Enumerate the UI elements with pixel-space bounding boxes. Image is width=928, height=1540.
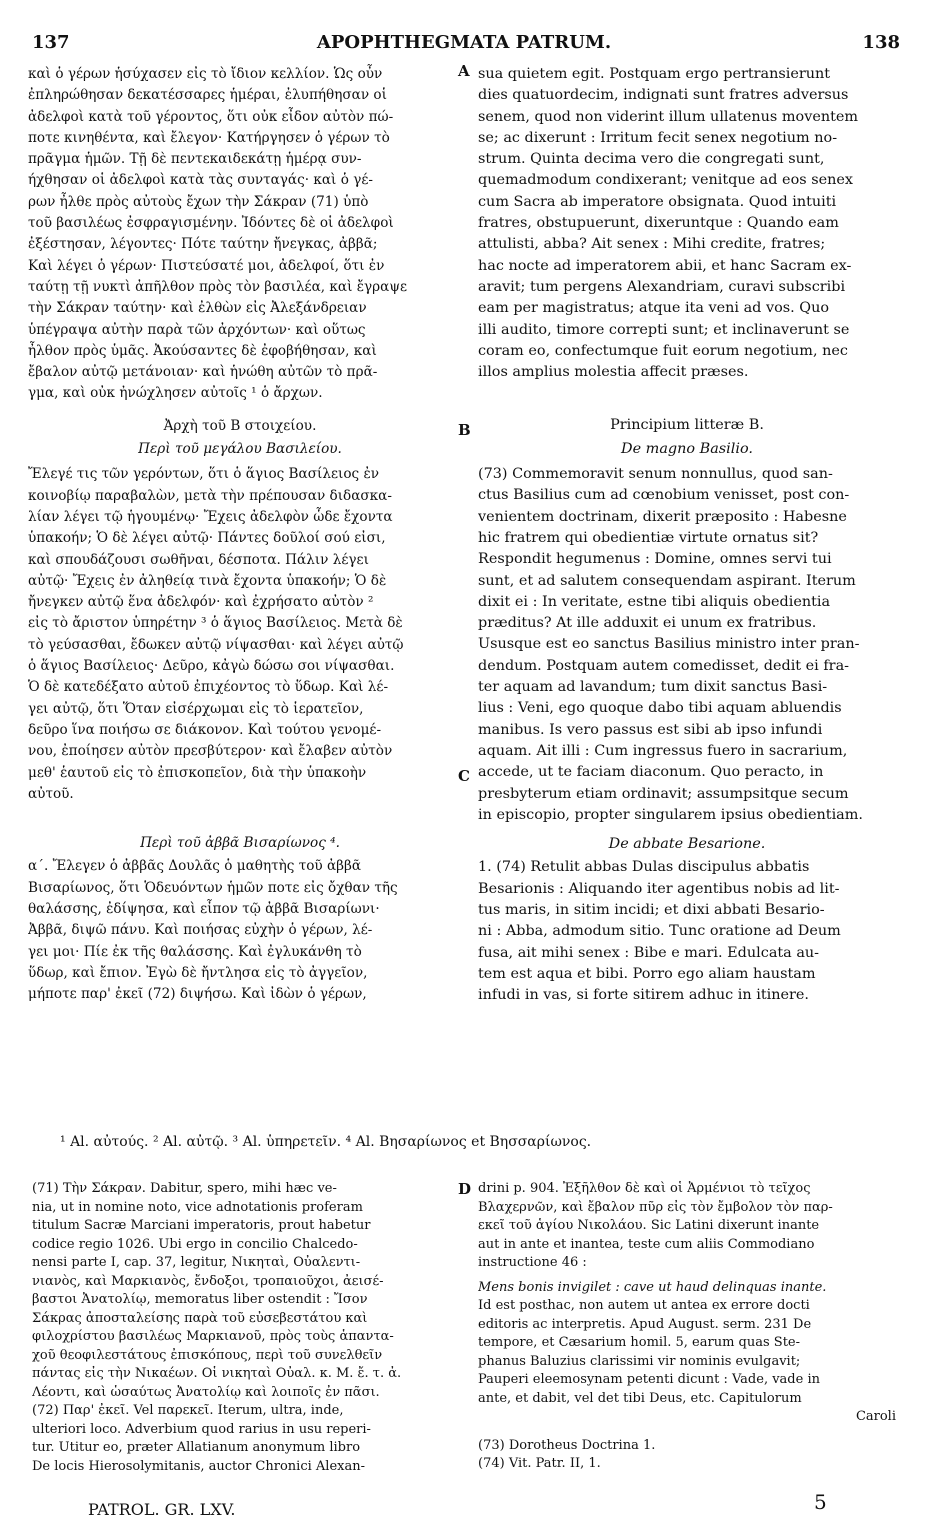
text-line: ποτε κινηθέντα, καὶ ἔλεγον· Κατήργησεν ὁ γέρων τὸ [28,129,390,146]
text-line: eam per magistratus; atque ita veni ad vos. Quo [478,300,830,317]
text-line: in episcopio, propter singularem ipsius obedientiam. [478,806,863,823]
text-line: ἔβαλον αὐτῷ μετάνοιαν· καὶ ἡνώθη αὐτῶν τὸ πρᾶ- [28,364,378,381]
running-title: APOPHTHEGMATA PATRUM. [316,32,612,53]
note-line: φιλοχρίστου βασιλέως Μαρκιανοῦ, πρὸς τοὺς ἁπαντα- [32,1329,394,1344]
text-line: ήχθησαν οἱ ἀδελφοὶ κατὰ τὰς συνταγάς· καὶ ὁ γέ- [28,172,373,189]
text-line: ter aquam ad lavandum; tum dixit sanctus Basi- [478,679,828,696]
notes-right [478,1180,896,1474]
text-line: τοῦ βασιλέως ἐσφραγισμένην. Ἰδόντες δὲ οἱ ἀδελφοὶ [28,215,394,232]
signature-line: PATROL. GR. LXV. [88,1500,236,1519]
text-line: τὸ γεύσασθαι, ἔδωκεν αὐτῷ νίψασθαι· καὶ λέγει αὐτῷ [28,636,404,653]
text-line: γμα, καὶ οὐκ ἠνώχλησεν αὐτοῖς ¹ ὁ ἄρχων. [28,385,323,402]
text-line: hac nocte ad imperatorem abii, et hanc Sacram ex- [478,257,852,274]
section-heading: Principium litteræ B. [610,417,764,434]
note-line: codice regio 1026. Ubi ergo in concilio Chalcedo- [32,1236,358,1252]
text-line: δεῦρο ἵνα ποιήσω σε διάκονον. Καὶ τούτου γενομέ- [28,721,382,738]
text-line: μήποτε παρ' ἐκεῖ (72) διψήσω. Καὶ ἰδὼν ὁ γέρων, [28,986,367,1003]
note-line: tempore, et Cæsarium homil. 5, earum quas Ste- [478,1335,801,1350]
text-line: manibus. Is vero passus est sibi ab ipso infundi [478,721,823,738]
text-line: ctus Basilius cum ad cœnobium venisset, post con- [478,487,850,504]
text-line: ὁ ἅγιος Βασίλειος· Δεῦρο, κἀγὼ δώσω σοι νίψασθαι. [28,658,395,675]
greek-column [28,64,452,1005]
text-line: Καὶ λέγει ὁ γέρων· Πιστεύσατέ μοι, ἀδελφοί, ὅτι ἐν [28,257,385,274]
note-line: εκεῖ τοῦ ἁγίου Νικολάου. Sic Latini dixerunt inante [478,1218,820,1233]
text-line: κοινοβίῳ παραβαλὼν, μετὰ τὴν πρέπουσαν διδασκα- [28,487,392,504]
section-subheading: Περὶ τοῦ μεγάλου Βασιλείου. [138,441,342,458]
text-line: (73) Commemoravit senum nonnullus, quod san- [478,466,833,483]
text-line: νου, ἐποίησεν αὐτὸν πρεσβύτερον· καὶ ἔλαβεν αὐτὸν [28,743,393,760]
text-line: Besarionis : Aliquando iter agentibus nobis ad lit- [478,880,840,897]
text-line: 1. (74) Retulit abbas Dulas discipulus abbatis [478,859,810,876]
note-line: Λέοντι, καὶ ὡσαύτως Ἀνατολίῳ καὶ λοιποῖς ἐν πᾶσι. [32,1384,380,1400]
sheet-number: 5 [814,1490,827,1514]
text-line: γει μοι· Πίε ἐκ τῆς θαλάσσης. Καὶ ἐγλυκάνθη τὸ [28,943,362,960]
section-subheading: De magno Basilio. [621,440,753,457]
note-line: nensi parte I, cap. 37, legitur, Νικηταὶ, Οὐαλεντι- [32,1255,361,1270]
note-line: De locis Hierosolymitanis, auctor Chronici Alexan- [32,1458,365,1474]
text-line: ni : Abba, admodum sitio. Tunc oratione ad Deum [478,923,841,940]
text-line: accede, ut te faciam diaconum. Quo peracto, in [478,764,824,781]
text-line: ἀδελφοὶ κατὰ τοῦ γέροντος, ὅτι οὐκ εἶδον αὐτὸν πώ- [28,108,394,125]
text-line: θαλάσσης, ἐδίψησα, καὶ εἶπον τῷ ἀββᾶ Βισαρίωνι· [28,900,380,917]
greek-paragraph-2 [28,464,452,805]
text-line: aravit; tum pergens Alexandriam, curavi subscribi [478,278,846,295]
text-line: αὐτοῦ. [28,785,74,802]
text-line: illos amplius molestia affecit præses. [478,364,749,381]
text-line: Ἔλεγέ τις τῶν γερόντων, ὅτι ὁ ἅγιος Βασίλειος ἐν [28,466,380,483]
section-subheading: De abbate Besarione. [608,836,766,853]
text-line: καὶ ὁ γέρων ἡσύχασεν εἰς τὸ ἴδιον κελλίον. Ὡς οὖν [28,66,383,82]
text-line: καὶ σπουδάζουσι σωθῆναι, δέσποτα. Πάλιν λέγει [28,551,369,568]
note-line: instructione 46 : [478,1255,587,1270]
text-line: α΄. Ἔλεγεν ὁ ἀββᾶς Δουλᾶς ὁ μαθητὴς τοῦ ἀββᾶ [28,858,362,875]
latin-paragraph-1 [478,64,896,383]
text-line: ὑπέγραψα αὐτὴν παρὰ τῶν ἀρχόντων· καὶ οὕτως [28,321,366,338]
text-line: τὴν Σάκραν ταύτην· καὶ ἐλθὼν εἰς Ἀλεξάνδρειαν [28,300,367,317]
text-line: ὕδωρ, καὶ ἔπιον. Ἐγὼ δὲ ἤντλησα εἰς τὸ ἀγγεῖον, [28,964,368,981]
note-line: βαστοι Ἀνατολίῳ, memoratus liber ostendit : Ἴσον [32,1292,368,1307]
greek-paragraph-1 [28,64,452,405]
text-line: εἰς τὸ ἄριστον ὑπηρέτην ³ ὁ ἅγιος Βασίλειος. Μετὰ δὲ [28,615,403,632]
text-line: ὑπακοήν; Ὁ δὲ λέγει αὐτῷ· Πάντες δοῦλοί σού εἰσι, [28,530,386,547]
text-line: fusa, ait mihi senex : Bibe e mari. Edulcata au- [478,944,820,961]
page-number-left: 137 [32,32,70,53]
text-line: aquam. Ait illi : Cum ingressus fuero in sacrarium, [478,742,848,759]
text-line: hic fratrem qui obedientiæ virtute ornatus sit? [478,529,819,546]
text-line: attulisti, abba? Ait senex : Mihi credite, fratres; [478,236,826,253]
text-line: venientem doctrinam, dixerit præposito : Habesne [478,508,847,525]
note-line: tur. Utitur eo, præter Allatianum anonymum libro [32,1440,361,1455]
notes-left [32,1180,450,1476]
text-line: lius : Veni, ego quoque dabo tibi aquam abluendis [478,700,842,717]
text-line: ἐξέστησαν, λέγοντες· Πότε ταύτην ἤνεγκας, ἀββᾶ; [28,236,378,253]
page-number-right: 138 [862,32,900,53]
text-line: γει αὐτῷ, ὅτι Ὅταν εἰσέρχωμαι εἰς τὸ ἱερατεῖον, [28,700,364,717]
text-line: illi audito, timore correpti sunt; et inclinaverunt se [478,321,850,338]
variant-footnotes: ¹ Al. αὐτούς. ² Al. αὐτῷ. ³ Al. ὑπηρετεῖν. ⁴ Al. Βησαρίωνος et Βησσαρίωνος. [60,1134,592,1150]
text-line: dixit ei : In veritate, estne tibi aliquis obedientia [478,593,831,610]
text-line: infudi in vas, si forte sitirem adhuc in itinere. [478,987,809,1004]
text-line: Ἀββᾶ, διψῶ πάνυ. Καὶ ποιήσας εὐχὴν ὁ γέρων, λέ- [28,922,373,939]
note-line: phanus Baluzius clarissimi vir nominis evulgavit; [478,1353,801,1369]
text-line: tus maris, in sitim incidi; et dixi abbati Besario- [478,901,825,918]
marker-a: A [458,62,470,80]
text-line: præditus? At ille adduxit ei unum ex fratribus. [478,615,817,632]
note-line: (71) Τὴν Σάκραν. Dabitur, spero, mihi hæc ve- [32,1181,337,1196]
text-line: cum Sacra ab imperatore obsignata. Quod intuiti [478,193,837,210]
text-line: ταύτῃ τῇ νυκτὶ ἀπῆλθον πρὸς τὸν βασιλέα, καὶ ἔγραψε [28,278,408,295]
text-line: fratres, obstupuerunt, dixeruntque : Quando eam [478,215,839,232]
text-line: λίαν λέγει τῷ ἡγουμένῳ· Ἔχεις ἀδελφὸν ὧδε ἔχοντα [28,508,393,525]
section-heading: Ἀρχὴ τοῦ Β στοιχείου. [163,417,317,434]
text-line: presbyterum etiam ordinavit; assumpsitque secum [478,785,849,802]
latin-paragraph-2 [478,464,896,826]
text-line: quemadmodum condixerant; venitque ad eos senex [478,172,853,189]
note-line: (74) Vit. Patr. II, 1. [478,1456,601,1471]
note-line: πάντας εἰς τὴν Νικαέων. Οἱ νικηταὶ Οὐαλ. κ. Μ. ἔ. τ. ἀ. [32,1366,402,1381]
greek-paragraph-3 [28,856,452,1005]
note-line: χοῦ θεοφιλεστάτους ἐπισκόπους, περὶ τοῦ συνελθεῖν [32,1347,383,1363]
text-line: ἤνεγκεν αὐτῷ ἕνα ἀδελφόν· καὶ ἐχρήσατο αὐτὸν ² [28,594,374,611]
text-line: se; ac dixerunt : Irritum fecit senex negotium no- [478,129,838,146]
note-line: Βλαχερνῶν, καὶ ἔβαλον πῦρ εἰς τὸν ἔμβολον τὸν παρ- [478,1199,833,1215]
note-line: Σάκρας ἀποσταλείσης παρὰ τοῦ εὐσεβεστάτου καὶ [32,1310,368,1326]
text-line: Βισαρίωνος, ὅτι Ὁδευόντων ἡμῶν ποτε εἰς ὄχθαν τῆς [28,879,398,896]
text-line: senem, quod non viderint illum ullatenus moventem [478,108,859,125]
note-line: ante, et dabit, vel det tibi Deus, etc. Capitulorum [478,1390,802,1406]
note-line: aut in ante et inantea, teste cum aliis Commodiano [478,1236,815,1252]
note-line: nia, ut in nomine noto, vice adnotationis proferam [32,1199,363,1215]
note-line: Pauperi eleemosynam petenti dicunt : Vade, vade in [478,1372,820,1387]
text-line: strum. Quinta decima vero die congregati sunt, [478,151,825,168]
text-line: Ὁ δὲ κατεδέξατο αὐτοῦ ἐπιχέοντος τὸ ὕδωρ. Καὶ λέ- [28,679,389,696]
text-line: sua quietem egit. Postquam ergo pertransierunt [478,66,831,82]
text-line: dies quatuordecim, indignati sunt fratres adversus [478,87,849,104]
text-line: Ususque est eo sanctus Basilius ministro inter pran- [478,636,860,653]
text-line: ἦλθον πρὸς ὑμᾶς. Ἀκούσαντες δὲ ἐφοβήθησαν, καὶ [28,342,377,359]
note-line: titulum Sacræ Marciani imperatoris, prout habetur [32,1218,371,1233]
marker-b: B [458,421,471,439]
text-line: Respondit hegumenus : Domine, omnes servi tui [478,551,832,568]
note-line: Caroli [855,1409,896,1424]
note-line: Id est posthac, non autem ut antea ex errore docti [478,1298,810,1313]
note-line: Mens bonis invigilet : cave ut haud delinquas inante. [478,1279,827,1295]
text-line: πρᾶγμα ἡμῶν. Τῇ δὲ πεντεκαιδεκάτῃ ἡμέρᾳ συν- [28,151,362,168]
latin-column [478,64,896,1006]
note-line: (72) Παρ' ἐκεῖ. Vel παρεκεῖ. Iterum, ultra, inde, [32,1403,344,1418]
text-line: sunt, et ad salutem consequendam aspirant. Iterum [478,572,856,589]
marker-d: D [458,1180,472,1198]
text-line: αὐτῷ· Ἔχεις ἐν ἀληθείᾳ τινὰ ἔχοντα ὑπακοήν; Ὁ δὲ [28,572,387,589]
text-line: tem est aqua et bibi. Porro ego aliam haustam [478,965,816,982]
text-line: dendum. Postquam autem comedisset, dedit ei fra- [478,657,850,674]
note-line: νιανὸς, καὶ Μαρκιανὸς, ἔνδοξοι, τροπαιοῦχοι, ἀεισέ- [32,1273,384,1289]
note-line: editoris ac interpretis. Apud August. serm. 231 De [478,1316,812,1332]
marker-c: C [458,767,470,785]
text-line: μεθ' ἑαυτοῦ εἰς τὸ ἐπισκοπεῖον, διὰ τὴν ὑπακοὴν [28,764,367,781]
latin-paragraph-3 [478,857,896,1006]
text-line: coram eo, confectumque fuit eorum negotium, nec [478,342,848,359]
note-line: ulteriori loco. Adverbium quod rarius in usu reperi- [32,1421,371,1437]
text-line: ἐπληρώθησαν δεκατέσσαρες ἡμέραι, ἐλυπήθησαν οἱ [28,87,387,104]
text-line: ρων ἦλθε πρὸς αὐτοὺς ἔχων τὴν Σάκραν (71) ὑπὸ [28,193,369,210]
section-subheading: Περὶ τοῦ ἀββᾶ Βισαρίωνος ⁴. [140,835,340,852]
note-line: drini p. 904. Ἐξῆλθον δὲ καὶ οἱ Ἀρμένιοι τὸ τεῖχος [478,1181,811,1196]
note-line: (73) Dorotheus Doctrina 1. [478,1437,656,1453]
